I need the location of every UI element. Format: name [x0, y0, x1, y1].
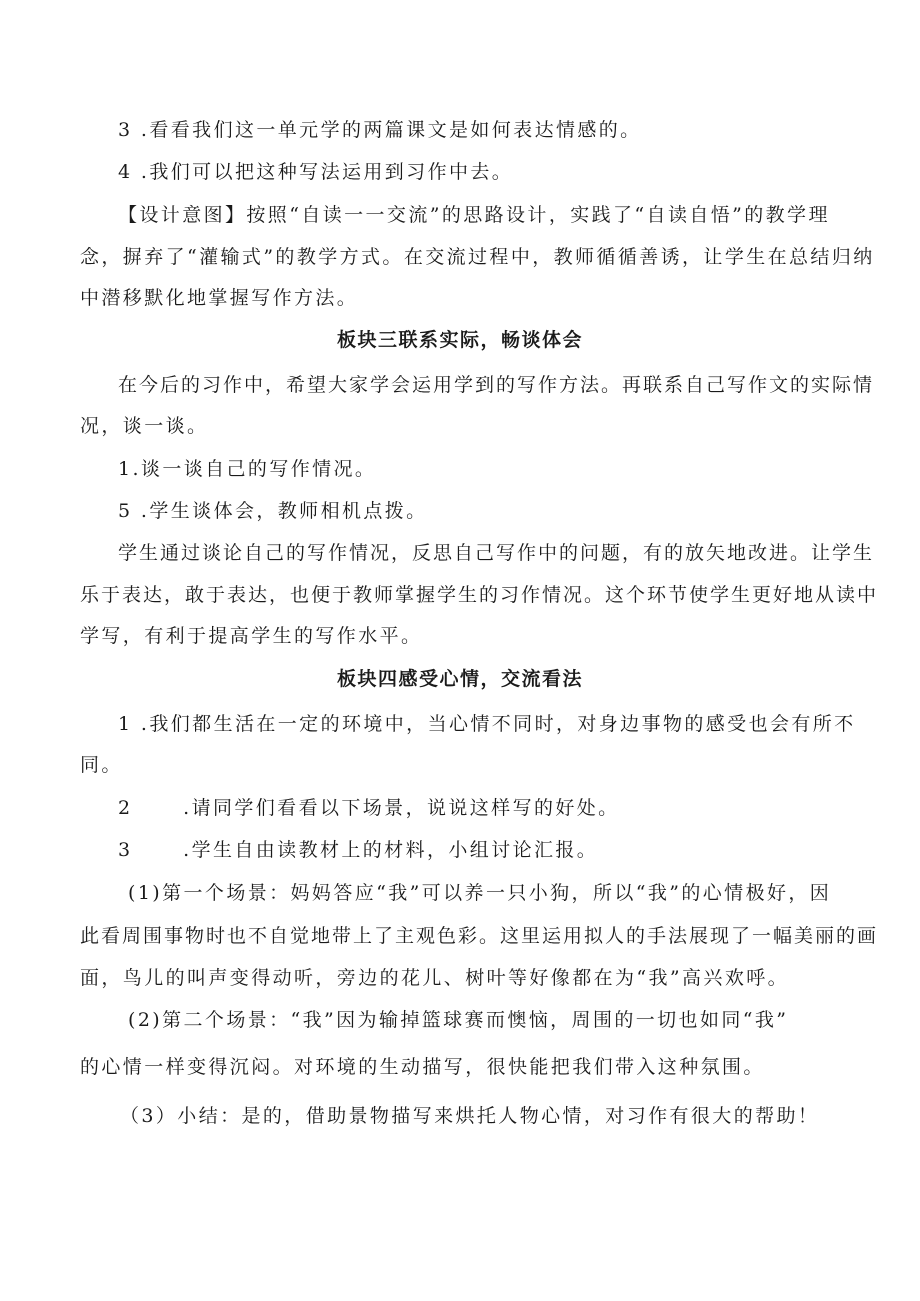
summary-paragraph: （3）小结：是的，借助景物描写来烘托人物心情，对习作有很大的帮助！ [120, 1105, 820, 1127]
text-line: 同。 [80, 754, 123, 776]
text-line: 学写，有利于提高学生的写作水平。 [80, 625, 423, 647]
text-line: 2 .请同学们看看以下场景，说说这样写的好处。 [118, 797, 620, 819]
text-line: 1.谈一谈自己的写作情况。 [118, 458, 377, 480]
section-heading: 板块四感受心情，交流看法 [336, 668, 583, 690]
scene-two-paragraph: (2)第二个场景：“我”因为输掉篮球赛而懊恼，周围的一切也如同“我” [128, 1009, 789, 1031]
text-line: 乐于表达，敢于表达，也便于教师掌握学生的习作情况。这个环节使学生更好地从读中 [80, 584, 879, 606]
text-line: 况，谈一谈。 [80, 415, 209, 437]
text-line: 中潜移默化地掌握写作方法。 [80, 287, 359, 309]
text-line: 的心情一样变得沉闷。对环境的生动描写，很快能把我们带入这种氛围。 [80, 1056, 765, 1078]
text-line: 此看周围事物时也不自觉地带上了主观色彩。这里运用拟人的手法展现了一幅美丽的画 [80, 925, 879, 947]
section-heading: 板块三联系实际，畅谈体会 [336, 329, 583, 351]
text-line: 1 .我们都生活在一定的环境中，当心情不同时，对身边事物的感受也会有所不 [118, 713, 856, 735]
text-line: 学生通过谈论自己的写作情况，反思自己写作中的问题，有的放矢地改进。让学生 [118, 542, 875, 564]
scene-one-paragraph: (1)第一个场景：妈妈答应“我”可以养一只小狗，所以“我”的心情极好，因 [128, 882, 832, 904]
text-line: 念，摒弃了“灌输式”的教学方式。在交流过程中，教师循循善诱，让学生在总结归纳 [80, 246, 875, 268]
text-line: 3 .看看我们这一单元学的两篇课文是如何表达情感的。 [118, 119, 642, 141]
text-line: 5 .学生谈体会，教师相机点拨。 [118, 500, 428, 522]
design-intent-paragraph: 【设计意图】按照“自读一一交流”的思路设计，实践了“自读自悟”的教学理 [118, 204, 830, 226]
text-line: 在今后的习作中，希望大家学会运用学到的写作方法。再联系自己写作文的实际情 [118, 374, 875, 396]
text-line: 面，鸟儿的叫声变得动听，旁边的花儿、树叶等好像都在为“我”高兴欢呼。 [80, 967, 790, 989]
text-line: 4 .我们可以把这种写法运用到习作中去。 [118, 161, 514, 183]
text-line: 3 .学生自由读教材上的材料，小组讨论汇报。 [118, 839, 599, 861]
